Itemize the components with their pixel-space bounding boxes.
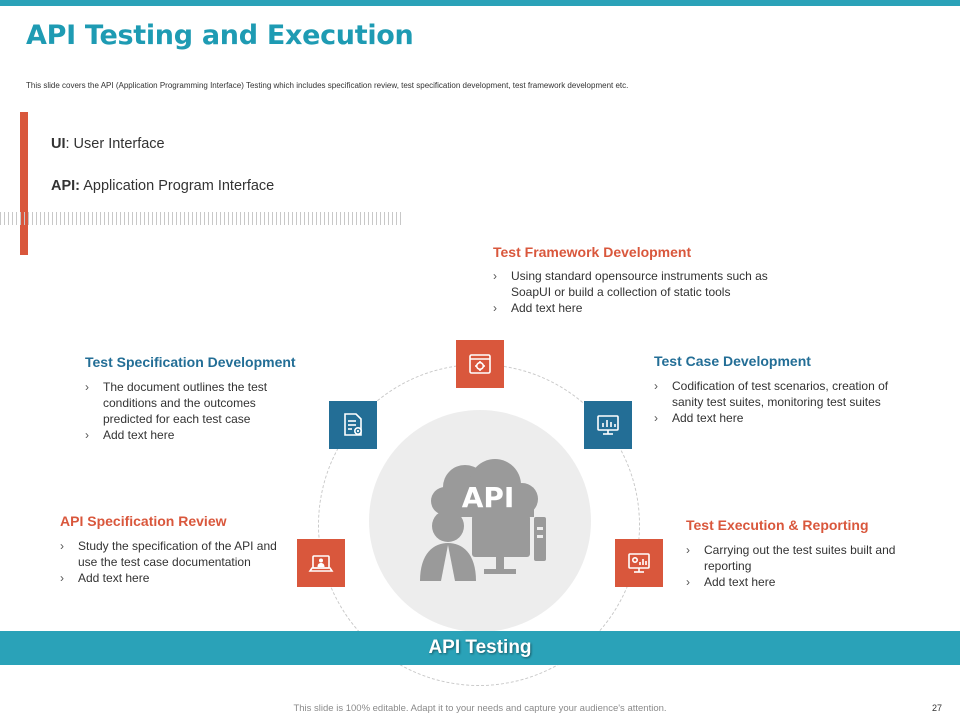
api-user-computer-icon bbox=[410, 455, 550, 585]
page-number: 27 bbox=[932, 703, 943, 713]
api-term: API: bbox=[51, 178, 80, 194]
ui-term: UI bbox=[51, 136, 66, 152]
laptop-user-icon bbox=[297, 539, 345, 587]
list-item: › Add text here bbox=[686, 574, 901, 590]
spec-review-heading: API Specification Review bbox=[60, 513, 227, 529]
api-definition bbox=[51, 178, 274, 194]
center-icon-label: API bbox=[461, 481, 515, 514]
ui-definition bbox=[51, 136, 165, 152]
api-term-text: Application Program Interface bbox=[80, 178, 275, 194]
bottom-banner-label: API Testing bbox=[428, 637, 532, 658]
case-dev-bullets bbox=[654, 378, 916, 426]
spec-dev-heading: Test Specification Development bbox=[85, 354, 296, 370]
footer-note: This slide is 100% editable. Adapt it to your needs and capture your audience's attention. bbox=[293, 703, 667, 714]
list-item: › Add text here bbox=[60, 570, 282, 586]
framework-heading: Test Framework Development bbox=[493, 244, 692, 260]
list-item: › Add text here bbox=[85, 427, 300, 443]
spec-review-bullets bbox=[60, 538, 282, 586]
case-dev-heading: Test Case Development bbox=[654, 353, 811, 369]
definitions-accent-bar bbox=[20, 112, 28, 255]
monitor-report-icon bbox=[615, 539, 663, 587]
list-item: › The document outlines the test conditions and the outcomes predicted for each test case bbox=[85, 379, 300, 427]
monitor-chart-icon bbox=[584, 401, 632, 449]
top-accent-bar bbox=[0, 0, 960, 6]
list-item: › Add text here bbox=[654, 410, 916, 426]
list-item: › Study the specification of the API and use the test case documentation bbox=[60, 538, 282, 570]
spec-dev-bullets bbox=[85, 379, 300, 443]
slide-title: API Testing and Execution bbox=[26, 20, 414, 51]
list-item: › Add text here bbox=[493, 300, 783, 316]
list-item: › Codification of test scenarios, creation of sanity test suites, monitoring test suites bbox=[654, 378, 916, 410]
hatch-divider bbox=[0, 212, 402, 225]
execution-bullets bbox=[686, 542, 901, 590]
ui-term-text: : User Interface bbox=[65, 136, 165, 152]
list-item: › Using standard opensource instruments such as SoapUI or build a collection of static tools bbox=[493, 268, 783, 300]
slide-subtitle: This slide covers the API (Application Programming Interface) Testing which includes specification review, test specification development, test framework development etc. bbox=[26, 81, 629, 90]
list-item: › Carrying out the test suites built and reporting bbox=[686, 542, 901, 574]
framework-bullets bbox=[493, 268, 783, 316]
execution-heading: Test Execution & Reporting bbox=[686, 517, 869, 533]
web-settings-icon bbox=[456, 340, 504, 388]
document-gear-icon bbox=[329, 401, 377, 449]
